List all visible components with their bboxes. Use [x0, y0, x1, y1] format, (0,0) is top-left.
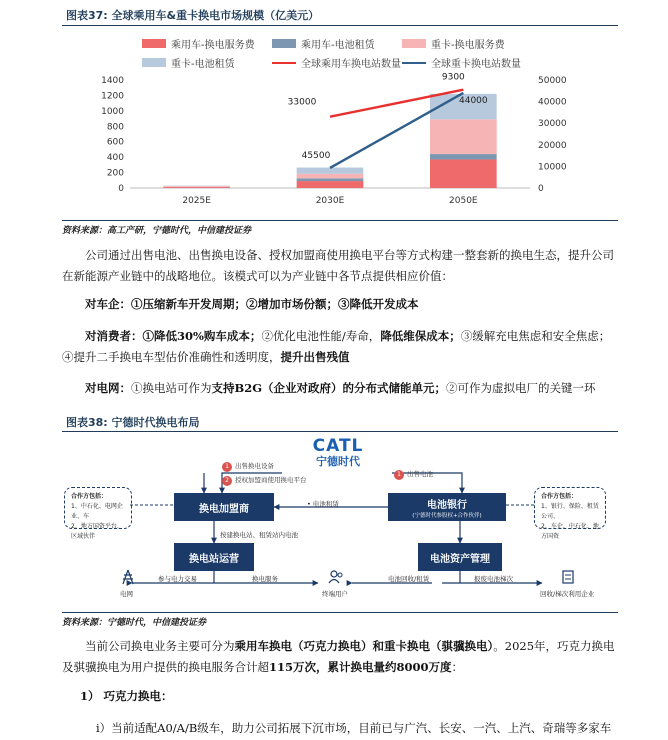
- bar-segment: [163, 186, 230, 187]
- y-right-tick-label: 50000: [538, 76, 567, 86]
- flow-swap-service: 换电服务: [252, 575, 278, 583]
- consumer-text-1: ①降低30%购车成本；: [142, 329, 262, 343]
- consumer-text-6: 提升出售残值: [280, 350, 350, 364]
- consumer-text-2: ②优化电池性能/寿命，: [261, 329, 381, 343]
- left-partner-line: 1、中石化、电网企业、车: [71, 503, 123, 520]
- catl-logo-text: CATL: [312, 436, 364, 456]
- figure38-diagram: [62, 433, 618, 610]
- legend-item: [272, 55, 401, 70]
- bar-segment: [430, 119, 497, 154]
- right-partner-line: 2、车企、中石化、地方国资: [541, 523, 599, 540]
- x-tick-label: 2050E: [449, 196, 478, 206]
- section-heading-chocolate: 1） 巧克力换电：: [80, 689, 173, 703]
- legend-swatch: [402, 62, 426, 64]
- recycle-node: [556, 569, 580, 588]
- figure37-chart: [90, 72, 580, 217]
- legend-label: 重卡-电池租赁: [171, 59, 235, 70]
- y-left-tick-label: 800: [106, 122, 124, 133]
- figure37-bottom-rule: [62, 220, 618, 221]
- y-left-tick-label: 1200: [101, 91, 124, 102]
- y-left-tick-label: 1400: [101, 76, 124, 86]
- lease-arrow-label: • 电池租赁: [307, 500, 339, 508]
- asset-management-box: 电池资产管理: [418, 543, 502, 571]
- y-left-tick-label: 200: [106, 168, 124, 179]
- y-left-tick-label: 400: [106, 153, 124, 164]
- catl-logo-subtitle: 宁德时代: [316, 455, 360, 468]
- y-right-tick-label: 0: [538, 184, 544, 194]
- battery-bank-label: 电池银行: [427, 499, 467, 511]
- figure38-title-rule: [62, 431, 618, 432]
- user-node-label: 终端用户: [322, 590, 348, 598]
- battery-bank-box: [388, 493, 506, 521]
- bar-segment: [430, 159, 497, 188]
- paragraph-consumer-value: [62, 326, 618, 368]
- y-left-tick-label: 600: [106, 137, 124, 148]
- y-right-tick-label: 20000: [538, 140, 567, 151]
- number-1-badge: 1: [222, 462, 232, 472]
- bar-segment: [430, 154, 497, 159]
- legend-swatch: [402, 39, 426, 48]
- grid-node: [116, 569, 140, 589]
- grid-text-3: ②可作为虚拟电厂的关键一环: [446, 381, 596, 395]
- consumer-label: 对消费者：: [85, 329, 143, 343]
- bar-segment: [163, 187, 230, 188]
- legend-item: [402, 36, 505, 51]
- legend-item: [402, 55, 521, 70]
- consumer-text-3: 降低维保成本；: [380, 329, 461, 343]
- data-label: 33000: [287, 97, 317, 108]
- note-sell-equipment: 1 出售换电设备: [222, 461, 274, 472]
- data-label: 9300: [441, 72, 465, 83]
- legend-label: 重卡-换电服务费: [431, 40, 505, 51]
- bar-segment: [297, 168, 364, 174]
- legend-label: 乘用车-换电服务费: [171, 40, 255, 51]
- note-license-platform: 2 授权加盟商使用换电平台: [222, 475, 307, 486]
- y-left-tick-label: 1000: [101, 106, 124, 117]
- right-partner-title: 合作方包括：: [541, 493, 578, 500]
- paragraph-chocolate-detail: i）当前适配A0/A/B级车，助力公司拓展下沉市场，目前已与广汽、长安、一汽、上汽、奇瑞等多家车: [96, 721, 612, 735]
- legend-label: 乘用车-电池租赁: [301, 40, 375, 51]
- power-tower-icon: [121, 569, 135, 585]
- right-partner-box: [534, 487, 606, 540]
- bar-segment: [297, 174, 364, 179]
- legend-item: [142, 36, 255, 51]
- franchise-box: 换电加盟商: [174, 493, 274, 521]
- figure37-source: 资料来源：高工产研，宁德时代，中信建投证券: [62, 226, 252, 236]
- data-label: 45500: [301, 150, 331, 161]
- consumer-text-4: ③缓解充电焦虑和安全焦虑；④: [62, 329, 611, 364]
- building-icon: [562, 570, 574, 584]
- left-partner-line: 2、地方国资平台、区域伙伴: [71, 523, 123, 540]
- data-label: 44000: [459, 95, 488, 106]
- user-node: [324, 569, 348, 588]
- legend-swatch: [142, 58, 166, 67]
- car-text: ①压缩新车开发周期；②增加市场份额；③降低开发成本: [131, 297, 419, 311]
- legend-swatch: [272, 62, 296, 64]
- legend-swatch: [142, 39, 166, 48]
- number-2-badge: 2: [222, 476, 232, 486]
- bar-segment: [297, 181, 364, 188]
- catl-logo: [284, 437, 392, 477]
- right-partner-line: 1、银行、保险、租赁公司、: [541, 503, 599, 520]
- legend-swatch: [272, 39, 296, 48]
- grid-text-2: 支持B2G（企业对政府）的分布式储能单元；: [211, 381, 447, 395]
- y-right-tick-label: 30000: [538, 119, 567, 130]
- y-right-tick-label: 40000: [538, 97, 567, 108]
- flow-battery-recycle: 电池回收/租赁: [388, 575, 430, 583]
- build-label: 按建换电站、租赁站内电池: [220, 531, 298, 539]
- paragraph-ecosystem: 公司通过出售电池、出售换电设备、授权加盟商使用换电平台等方式构建一整套新的换电生态，提升公司在新能源产业链中的战略地位。该模式可以为产业链中各节点提供相应价值：: [62, 248, 614, 283]
- legend-item: [272, 36, 375, 51]
- battery-bank-sub: (宁德时代参股权+合作伙伴): [412, 512, 482, 519]
- figure38-title: 图表38: 宁德时代换电布局: [66, 416, 200, 429]
- legend-item: [142, 55, 235, 70]
- consumer-text-5: 提升二手换电车型估价准确性和透明度，: [73, 350, 281, 364]
- paragraph-car-value: [62, 294, 618, 315]
- paragraph-grid-value: [62, 378, 618, 399]
- legend-label: 全球重卡换电站数量: [431, 59, 521, 70]
- x-tick-label: 2030E: [315, 196, 345, 206]
- users-icon: [328, 570, 344, 584]
- left-partner-title: 合作方包括：: [71, 493, 108, 500]
- recycle-node-label: 回收/梯次利用企业: [540, 590, 595, 598]
- flow-scrap-battery: 报废电池梯次: [474, 575, 513, 583]
- left-partner-box: [64, 487, 132, 540]
- y-left-tick-label: 0: [118, 184, 124, 194]
- number-1-badge: 1: [394, 470, 404, 480]
- figure38-source: 资料来源：宁德时代，中信建投证券: [62, 618, 207, 628]
- figure37-title: 图表37: 全球乘用车&重卡换电市场规模（亿美元）: [66, 9, 320, 22]
- grid-text-1: ①换电站可作为: [131, 381, 212, 395]
- station-operation-box: 换电站运营: [174, 543, 254, 571]
- grid-label: 对电网：: [85, 381, 131, 395]
- legend-label: 全球乘用车换电站数量: [301, 59, 401, 70]
- figure37-title-rule: [62, 25, 618, 26]
- car-label: 对车企：: [85, 297, 131, 311]
- note-sell-battery: 1 出售电池: [394, 469, 433, 480]
- y-right-tick-label: 10000: [538, 162, 567, 173]
- x-tick-label: 2025E: [182, 196, 211, 206]
- bar-segment: [297, 178, 364, 181]
- figure38-bottom-rule: [62, 612, 618, 613]
- grid-node-label: 电网: [120, 590, 133, 598]
- paragraph-swap-business: 当前公司换电业务主要可分为乘用车换电（巧克力换电）和重卡换电（骐骥换电）。2025年，巧克力换电及骐骥换电为用户提供的换电服务合计超115万次，累计换电量约8000万度：: [62, 639, 615, 674]
- flow-power-trade: 参与电力交易: [158, 575, 197, 583]
